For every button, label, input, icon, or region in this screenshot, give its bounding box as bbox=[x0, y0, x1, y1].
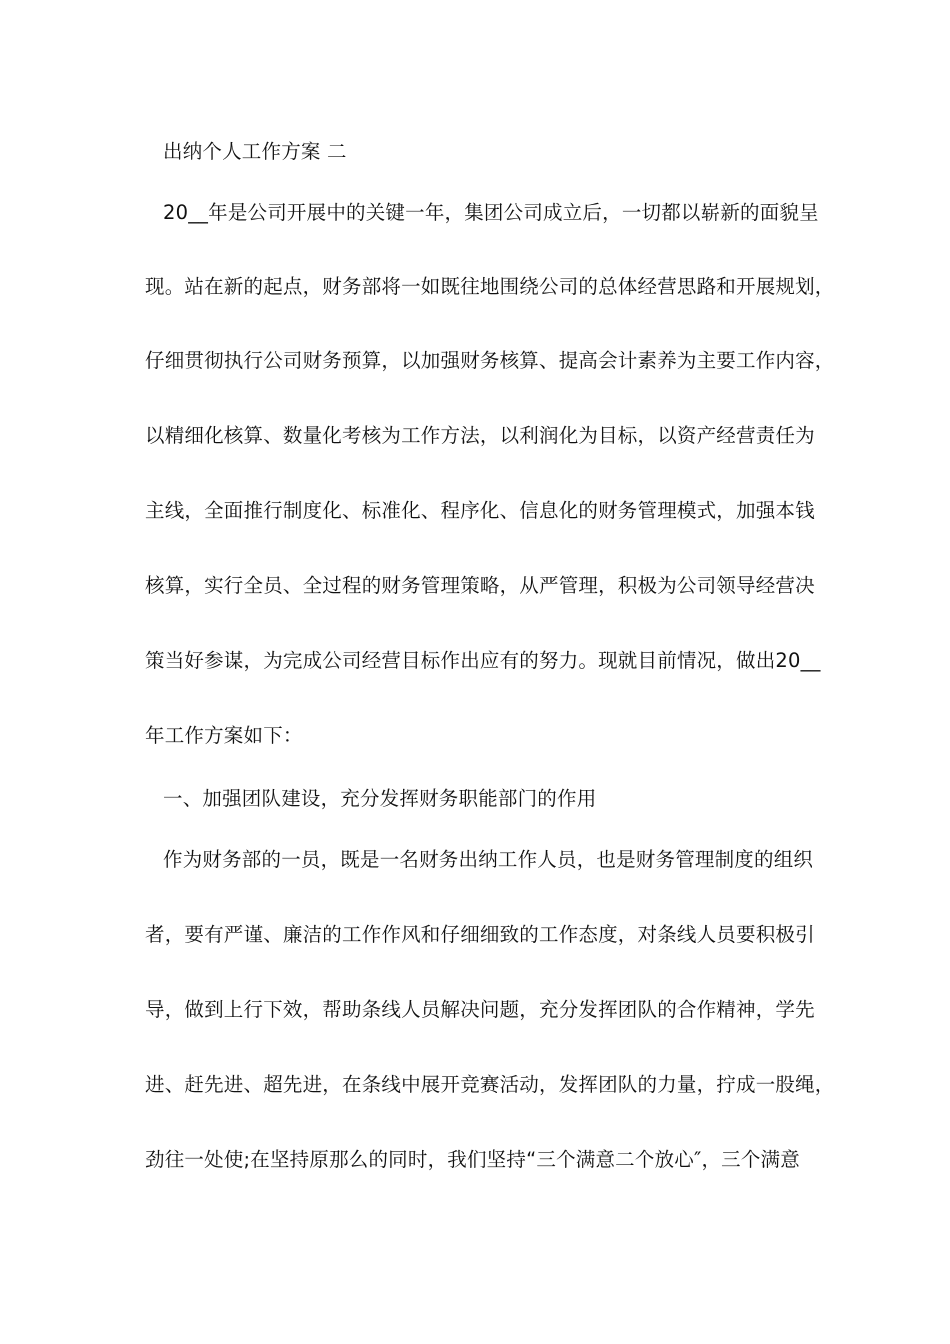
paragraph-line: 劲往一处使;在坚持原那么的同时，我们坚持“三个满意二个放心″，三个满意 bbox=[145, 1148, 800, 1171]
document-title: 出纳个人工作方案 二 bbox=[163, 140, 347, 163]
paragraph-line: 者，要有严谨、廉洁的工作作风和仔细细致的工作态度，对条线人员要积极引 bbox=[145, 923, 815, 946]
paragraph-line: 进、赶先进、超先进，在条线中展开竞赛活动，发挥团队的力量，拧成一股绳， bbox=[145, 1073, 835, 1096]
paragraph-line: 主线，全面推行制度化、标准化、程序化、信息化的财务管理模式，加强本钱 bbox=[145, 499, 815, 522]
paragraph-line: 年工作方案如下： bbox=[145, 724, 303, 747]
paragraph-line: 以精细化核算、数量化考核为工作方法，以利润化为目标，以资产经营责任为 bbox=[145, 424, 815, 447]
paragraph-line: 作为财务部的一员，既是一名财务出纳工作人员，也是财务管理制度的组织 bbox=[163, 848, 814, 871]
paragraph-line: 仔细贯彻执行公司财务预算，以加强财务核算、提高会计素养为主要工作内容， bbox=[145, 349, 835, 372]
paragraph-line: 20__年是公司开展中的关键一年，集团公司成立后，一切都以崭新的面貌呈 bbox=[163, 201, 819, 224]
paragraph-line: 核算，实行全员、全过程的财务管理策略，从严管理，积极为公司领导经营决 bbox=[145, 574, 815, 597]
section-heading: 一、加强团队建设，充分发挥财务职能部门的作用 bbox=[163, 787, 597, 810]
paragraph-line: 策当好参谋，为完成公司经营目标作出应有的努力。现就目前情况，做出20__ bbox=[145, 649, 821, 672]
paragraph-line: 现。站在新的起点，财务部将一如既往地围绕公司的总体经营思路和开展规划， bbox=[145, 275, 835, 298]
paragraph-line: 导，做到上行下效，帮助条线人员解决问题，充分发挥团队的合作精神，学先 bbox=[145, 998, 815, 1021]
